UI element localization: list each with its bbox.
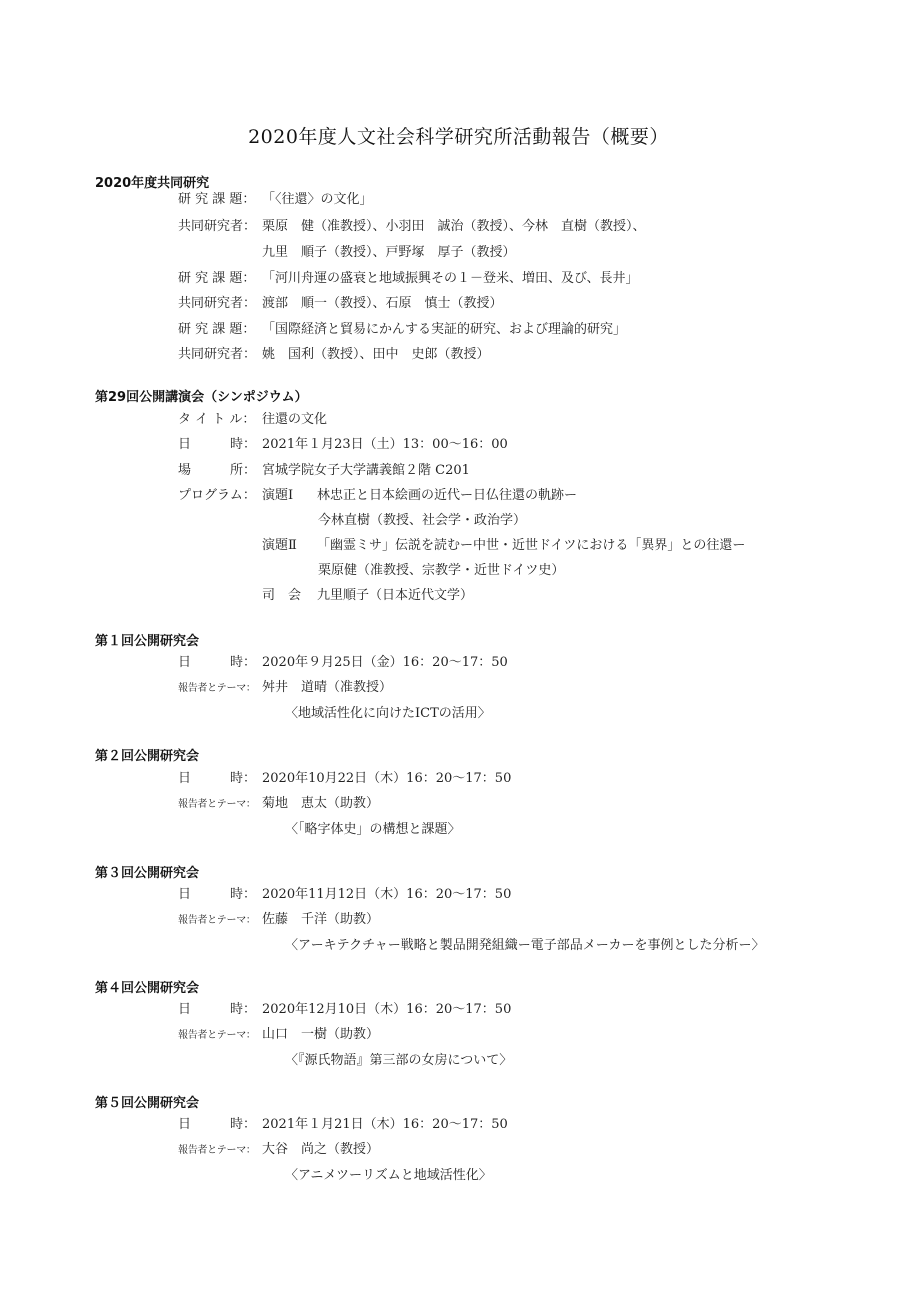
row-label: 日 時： xyxy=(178,771,257,786)
joint-research-heading: 2020年度共同研究 xyxy=(95,176,210,191)
row-label: タ イ ト ル： xyxy=(178,412,256,427)
row-label: 報告者とテーマ： xyxy=(178,683,256,694)
joint-row-5 xyxy=(178,295,503,313)
row-value: 2020年11月12日（木）16：20～17：50 xyxy=(262,887,512,902)
row-value: 大谷 尚之（教授） xyxy=(262,1142,380,1157)
talk1-speaker: 今林直樹（教授、社会学・政治学） xyxy=(318,513,527,528)
row-value: 2021年１月21日（木）16：20～17：50 xyxy=(262,1117,508,1132)
row-value: 2020年10月22日（木）16：20～17：50 xyxy=(262,771,512,786)
symposium-title-row xyxy=(178,411,327,429)
row-label: 研 究 課 題： xyxy=(178,322,256,337)
joint-row-7 xyxy=(178,346,490,364)
row-value: 2020年12月10日（木）16：20～17：50 xyxy=(262,1002,512,1017)
row-value: 菊地 恵太（助教） xyxy=(262,796,380,811)
talk2-title: 「幽霊ミサ」伝説を読むー中世・近世ドイツにおける「異界」との往還ー xyxy=(317,538,746,553)
row-value: 栗原 健（准教授）、小羽田 誠治（教授）、今林 直樹（教授）、 xyxy=(262,219,646,234)
row-label: 日 時： xyxy=(178,887,257,902)
meeting-3-heading: 第３回公開研究会 xyxy=(95,866,200,881)
meeting-4-date-row xyxy=(178,1001,511,1019)
row-value: 2020年９月25日（金）16：20～17：50 xyxy=(262,655,508,670)
row-label: 共同研究者： xyxy=(178,296,257,311)
row-label: 研 究 課 題： xyxy=(178,192,256,207)
symposium-program-row xyxy=(178,487,577,505)
talk1-title: 林忠正と日本絵画の近代ー日仏往還の軌跡ー xyxy=(317,488,578,503)
row-label: 場 所： xyxy=(178,463,257,478)
row-label: プログラム： xyxy=(178,488,256,503)
row-label: 日 時： xyxy=(178,1002,257,1017)
joint-row-6 xyxy=(178,321,626,339)
row-value: 山口 一樹（助教） xyxy=(262,1027,380,1042)
row-value: 「国際経済と貿易にかんする実証的研究、および理論的研究」 xyxy=(262,322,627,337)
row-value: 姚 国利（教授）、田中 史郎（教授） xyxy=(262,347,490,362)
meeting-3-reporter-row xyxy=(178,911,379,930)
meeting-5-heading: 第５回公開研究会 xyxy=(95,1096,200,1111)
meeting-2-date-row xyxy=(178,770,511,788)
meeting-3-theme: 〈アーキテクチャー戦略と製品開発組織ー電子部品メーカーを事例とした分析ー〉 xyxy=(285,938,765,953)
row-value: 佐藤 千洋（助教） xyxy=(262,912,380,927)
row-value: 宮城学院女子大学講義館２階 C201 xyxy=(262,463,470,478)
row-label: 日 時： xyxy=(178,1117,257,1132)
joint-row-3 xyxy=(178,244,516,262)
meeting-2-heading: 第２回公開研究会 xyxy=(95,749,200,764)
row-label: 共同研究者： xyxy=(178,347,257,362)
meeting-2-theme: 〈「略字体史」の構想と課題〉 xyxy=(285,822,461,837)
meeting-3-date-row xyxy=(178,886,511,904)
row-value: 「河川舟運の盛衰と地域振興その１－登米、増田、及び、長井」 xyxy=(262,271,639,286)
joint-row-2 xyxy=(178,218,646,236)
row-value: 「〈往還〉の文化」 xyxy=(262,192,373,207)
row-value: 渡部 順一（教授）、石原 慎士（教授） xyxy=(262,296,503,311)
row-label: 日 時： xyxy=(178,437,257,452)
row-label: 報告者とテーマ： xyxy=(178,1145,256,1156)
host-value: 九里順子（日本近代文学） xyxy=(317,588,474,603)
meeting-5-theme: 〈アニメツーリズムと地域活性化〉 xyxy=(285,1168,492,1183)
talk2-speaker: 栗原健（准教授、宗教学・近世ドイツ史） xyxy=(318,563,565,578)
meeting-1-reporter-row xyxy=(178,679,392,698)
meeting-5-date-row xyxy=(178,1116,508,1134)
row-label: 報告者とテーマ： xyxy=(178,799,256,810)
row-value: 舛井 道晴（准教授） xyxy=(262,680,393,695)
row-label: 報告者とテーマ： xyxy=(178,915,256,926)
symposium-place-row xyxy=(178,462,470,480)
row-value: 往還の文化 xyxy=(262,412,328,427)
row-value: 九里 順子（教授）、戸野塚 厚子（教授） xyxy=(262,245,516,260)
meeting-4-theme: 〈『源氏物語』第三部の女房について〉 xyxy=(285,1053,513,1068)
row-label: 報告者とテーマ： xyxy=(178,1030,256,1041)
page-title: 2020年度人文社会科学研究所活動報告（概要） xyxy=(248,126,669,148)
meeting-1-theme: 〈地域活性化に向けたICTの活用〉 xyxy=(285,706,491,721)
talk2-label: 演題Ⅱ xyxy=(262,538,297,553)
joint-row-1 xyxy=(178,191,373,209)
symposium-date-row xyxy=(178,436,508,454)
meeting-5-reporter-row xyxy=(178,1141,379,1160)
symposium-heading: 第29回公開講演会（シンポジウム） xyxy=(95,390,308,405)
meeting-1-heading: 第１回公開研究会 xyxy=(95,634,200,649)
meeting-1-date-row xyxy=(178,654,508,672)
talk2-row xyxy=(262,537,745,555)
talk1-label: 演題Ⅰ xyxy=(262,488,294,503)
row-value: 2021年１月23日（土）13：00～16：00 xyxy=(262,437,508,452)
joint-row-4 xyxy=(178,270,638,288)
host-label: 司 会 xyxy=(262,588,302,603)
row-label: 共同研究者： xyxy=(178,219,257,234)
host-row xyxy=(262,587,473,605)
row-label: 研 究 課 題： xyxy=(178,271,256,286)
row-label: 日 時： xyxy=(178,655,257,670)
meeting-4-reporter-row xyxy=(178,1026,379,1045)
meeting-2-reporter-row xyxy=(178,795,379,814)
meeting-4-heading: 第４回公開研究会 xyxy=(95,981,200,996)
